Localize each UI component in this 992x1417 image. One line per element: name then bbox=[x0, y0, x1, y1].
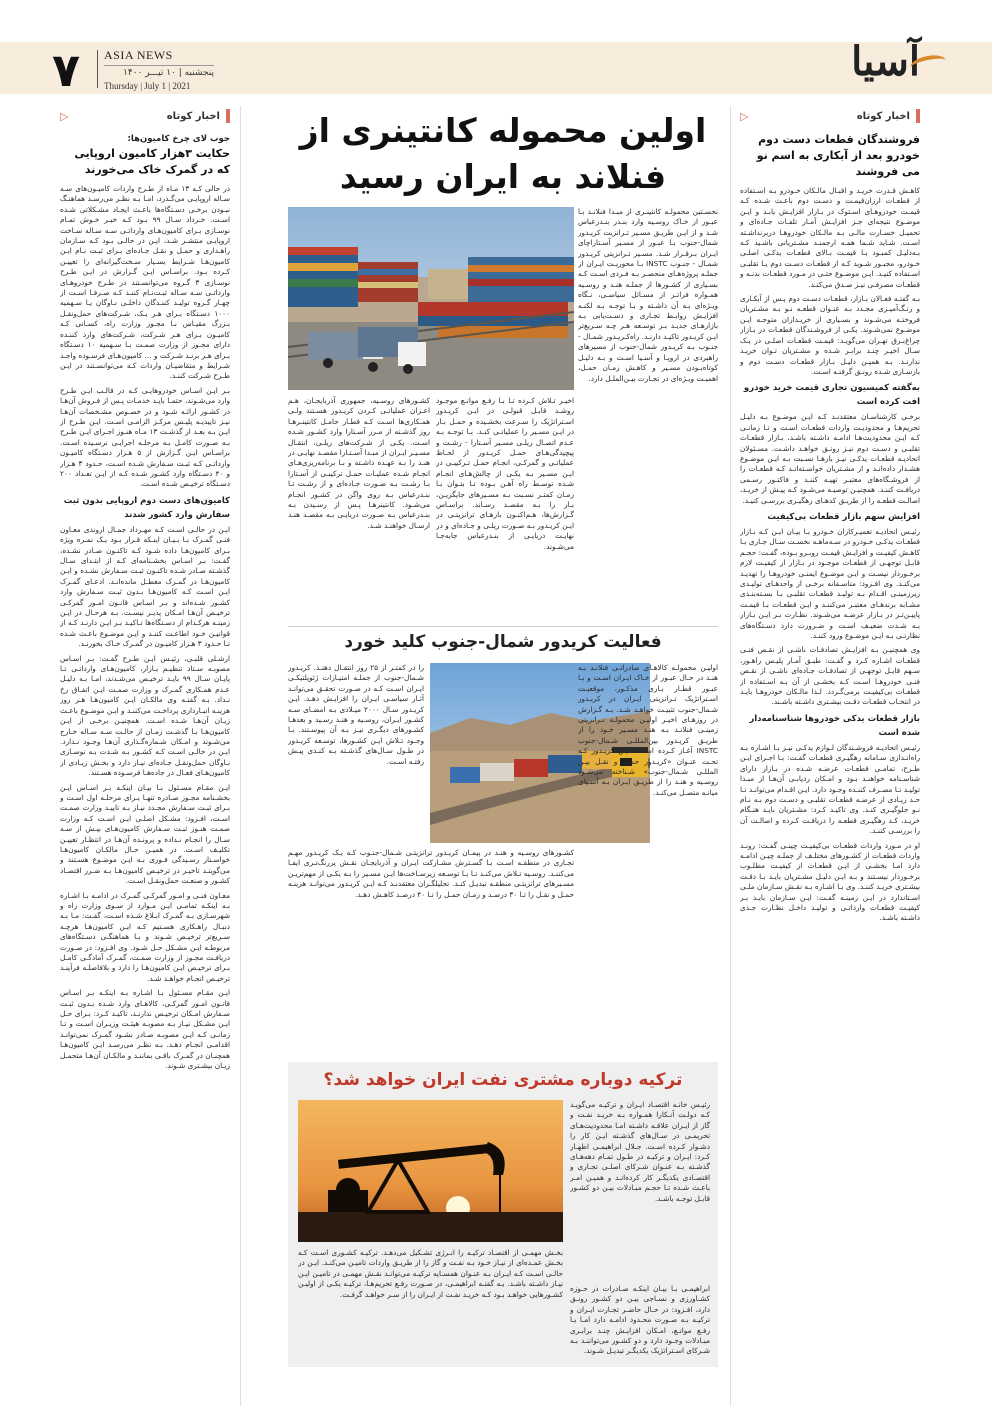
article-paragraph: معـاون فنـی و امـور گمرکـی گمـرک در ادامـه بـا اشـاره بـه اینکـه تمامـی ایـن مـوارد از سـوی وزارت راه و شهرسـازی بـه گمـرک ابـلاغ شـده اسـت، گفـت: مـا بـه دنبـال راهـکاری هسـتیم کـه ایـن کامیون‌هـا هرچـه سـریع‌تر ترخیـص شـوند و بـا هماهنگـی دسـتگاه‌های مربوطـه ایـن مشـکل حـل شـود. وی افـزود: در صـورت دریافـت مجـوز از وزارت صمـت، گمـرک آمادگـی کامـل بـرای ترخیـص ایـن کامیون‌هـا را دارد و بلافاصلـه فرآینـد ترخیـص انجـام خواهـد شـد. bbox=[60, 890, 230, 983]
masthead-info bbox=[104, 48, 214, 91]
arrow-icon: ▷ bbox=[740, 109, 749, 123]
left-column bbox=[60, 106, 230, 1406]
article-paragraph: در حالی کـه ۱۳ مـاه از طـرح واردات کامیـون‌های سـه سـاله اروپایـی می‌گـذرد، امـا بـه نظـر می‌رسـد هماهنـگ نبـودن برخـی دسـتگاه‌ها باعـث ایجـاد مشـکلاتی شـده اسـت. خـرداد سـال ۹۹ بـود کـه خبـر خـوش تمـام نوسـازی بـرای کامیون‌هـای وارداتـی سـه سـاله سـاخت اروپایـی منتشـر شـد، ایـن در حالـی بـود کـه سـازمان راهـداری و حمـل و نقـل جـاده‌ای بـرای ثبـت نـام ایـن کامیون‌هـا شـرایط بسـیار سـخت‌گیرانه‌ای را تعییـن کـرده بـود. براسـاس ایـن گـزارش در ایـن طـرح نوسـازی ۳ گـروه می‌توانسـتند در طـرح خودروهـای وارداتـی سـه سـاله ثبـت‌نـام کننـد کـه صـرفـا اسـت از چهـار گـروه تولیـد کننـدگان داخلـی نـاوگان یـا سـهمیه ۱۰۰۰ دسـتگاه بـرای هـر یـک، شـرکت‌های حمل‌ونقـل بـزرگ مقیـاس بـا مجـوز وزارت راه، کسـانی کـه کامیـون بـرای هـر شـرکت، شـرکت‌های وارد کننـده دارای مجـوز از وزارت صمـت بـا سـهمیه ۱۰ دسـتگاه بـرای هـر برنـد شـرکت و ... کامیون‌هـای فرسـوده واجـد شـرایط و متقاضیـان واردات کـه می‌توانسـتند در ایـن طـرح شـرکت کننـد. bbox=[60, 184, 230, 381]
article-paragraph: برخـی کارشناسـان معتقدنـد کـه ایـن موضـوع بـه دلیـل تحریم‌هـا و محدودیـت واردات قطعـات اسـت و تـا زمانـی کـه ایـن محدودیت‌هـا ادامـه داشـته باشـد، بـازار قطعـات تقلبـی و دسـت دوم نیـز رونـق خواهـد داشـت. مسـئولان اتحادیـه قطعـات یدکـی نیـز بارهـا نسـبت بـه ایـن موضـوع هشـدار داده‌انـد و از مشـتریان خواسـته‌انـد کـه قطعـات را از فروشـگاه‌های معتبـر تهیـه کننـد و فاکتـور رسـمی دریافـت کننـد. همچنیـن توصیـه می‌شـود کـه پیـش از خریـد، اصالـت قطعـه را از طریـق کدهـای رهگیـری بررسـی کنیـد. bbox=[740, 412, 920, 505]
oil-pump-photo bbox=[298, 1100, 563, 1242]
article-title: فروشندگان قطعات دست دوم خودرو بعد از آبکاری به اسم نو می فروشند bbox=[756, 133, 920, 178]
oil-column-a: رئیـس خانـه اقتصـاد ایـران و ترکیـه می‌گویـد کـه دولـت آنـکارا همـواره بـه خریـد نفـت و گاز از ایـران علاقـه داشـته امـا محدودیت‌هـای تحریمـی در سـال‌های گذشـته ایـن کار را دشـوار کـرده اسـت. جـلال ابراهیمـی اظهـار کـرد: ایـران و ترکیـه در طـول تمـام دهه‌هـای گذشـته بـه عنـوان شـرکای اصلـی تجـاری و اقتصـادی یکدیگـر کار کرده‌انـد و همیـن امـر باعـث شـده تـا حجـم مبـادلات بیـن دو کشـور قابـل توجـه باشـد. bbox=[570, 1100, 710, 1203]
article-subhead: به‌گفته کمیسیون تجاری قیمت خرید خودرو افت کرده است bbox=[743, 383, 920, 408]
corridor-column-c: کشـورهای روسـیه و هنـد در پیمـان کریـدور ترانزیتـی شـمال-جنـوب کـه یـک کریـدور مهـم تجـاری در منطقـه اسـت بـا گسـترش مشـارکت ایـران و آذربایجـان نقـش پررنگ‌تـری ایفـا می‌کننـد. روسـیه تـلاش می‌کنـد تـا بـا توسـعه زیرسـاخت‌ها ایـن مسـیر را بـه یکـی از مهم‌تریـن مسـیرهای ترانزیتـی منطقـه تبدیـل کنـد. تحلیلگـران معتقدنـد کـه ایـن کریـدور می‌توانـد هزینـه حمـل و نقـل را تـا ۳۰ درصـد و زمـان حمـل را تـا ۴۰ درصـد کاهـش دهـد. bbox=[288, 848, 574, 899]
oil-column-c: ابراهیمـی بـا بیـان اینکـه صـادرات در حـوزه کشـاورزی و نسـاجی بیـن دو کشـور رونـق دارد، افـزود: در حـال حاضـر تجـارت ایـران و ترکیـه بـه صـورت محـدود ادامـه دارد امـا بـا رفـع موانـع، امـکان افزایـش چنـد برابـری مبـادلات وجـود دارد و دو کشـور می‌تواننـد بـه شـرکای اسـتراتژیک یکدیگـر تبدیـل شـوند. bbox=[570, 1284, 710, 1356]
right-column bbox=[740, 106, 920, 1406]
corridor-column-b: را در کمتـر از ۲۵ روز انتقـال دهنـد. کریـدور شـمال-جنوب از جملـه امتیـازات ژئوپلتیکـی ایـران اسـت کـه در صـورت تحقـق می‌توانـد آثـار سیاسـی ایـران را افزایـش دهـد. ایـن کریـدور سـال ۲۰۰۰ میـلادی بـه امضـای سـه کشـور ایـران، روسـیه و هنـد رسـید و بعدهـا کشـورهای دیگـری نیـز بـه آن پیوسـتند. بـا وجـود تـلاش ایـن کشـورها، توسـعه کریـدور در طـول سـال‌های گذشـته بـه کنـدی پیـش رفتـه اسـت. bbox=[288, 663, 424, 766]
oil-headline: ترکیه دوباره مشتری نفت ایران خواهد شد؟ bbox=[323, 1070, 683, 1090]
article-subhead: افزایش سهم بازار قطعات بی‌کیفیت bbox=[767, 511, 920, 522]
article-paragraph: او در مـورد واردات قطعـات بی‌کیفیـت چینـی گفـت: رونـد واردات قطعـات از کشـورهای مختلـف از جملـه چیـن ادامـه دارد امـا بخشـی از ایـن قطعـات از کیفیـت مطلـوب برخـوردار نیسـتند و بـه ایـن دلیـل مشـتریان بایـد بـا دقـت بیشـتری خریـد کننـد. وی بـا اشـاره بـه نقـش سـازمان ملـی اسـتاندارد در ایـن زمینـه گفـت: ایـن سـازمان بایـد بـر کیفیـت قطعـات وارداتـی و تولیـد داخـل نظـارت جـدی داشـته باشـد. bbox=[740, 840, 920, 923]
main-headline: اولین محموله کانتینری از فنلاند به ایران رسید bbox=[299, 111, 707, 196]
date-fa: پنجشنبه | ۱۰ تیـــر ۱۴۰۰ bbox=[104, 65, 214, 78]
article-paragraph: رئیـس اتحادیـه تعمیـرکاران خـودرو بـا بیـان ایـن کـه بـازار قطعـات یدکـی خـودرو در سـه‌ماهـه نخسـت سـال جـاری بـا کاهـش کیفیـت و افزایـش قیمـت روبـرو بـوده، گفـت: حجـم قابـل توجهـی از قطعـات موجـود در بـازار از کیفیـت لازم برخـوردار نیسـت و ایـن موضـوع ایمنـی خودروهـا را تهدیـد می‌کنـد. وی افـزود: متاسـفانه برخـی از واحدهـای تولیـدی زیرزمینـی اقـدام بـه تولیـد قطعـات تقلبـی بـا بسـته‌بنـدی مشـابه برندهـای معتبـر می‌کننـد و ایـن قطعـات بـا قیمـت پاییـن‌تـر در بـازار عرضـه می‌شـوند. نظـارت بـر ایـن بـازار بـه شـدت ضعیـف اسـت و ضـرورت دارد دسـتگاه‌های نظارتـی بـه ایـن موضـوع ورود کننـد. bbox=[740, 526, 920, 641]
masthead-divider bbox=[97, 50, 98, 88]
column-separator bbox=[730, 106, 731, 1406]
logo-text: آسیا bbox=[851, 38, 920, 85]
section-label: اخبار کوتاه bbox=[166, 110, 220, 122]
main-story-column-c: کشـورهای روسـیه، جمهوری آذربایجـان، هـم اعـزان عملیاتـی کـردن کریـدور هسـتند ولـی همـکاری‌ها اسـت کـه قطـار حامـل کانتینـرهـا روز گذشـته از مـرز آسـتارا وارد کشـور شـده اسـت. یکـی از شـرکت‌های ریلـی، انتقـال مسـیـر ایـران از مبـدا آسـتـارا مقصـد نهایـی در هنـد را بـه عهـده داشـته و بـا برنامه‌ریزی‌هـای انجـام شـده عملیـات حمـل ترکیبـی از آسـتارا بـا رشـت بـه صـورت جـاده‌ای و از رشـت تـا بنـدرعباس بـه روی واگن در کشـور انجـام می‌شـود. کانتینرهـا پـس از رسـیدن بـه بنـدرعباس بـه صـورت دریایـی بـه مقصـد هنـد ارسـال خواهنـد شـد. bbox=[288, 396, 430, 530]
oil-column-b: بخـش مهمـی از اقتصـاد ترکیـه را انـرژی تشـکیل می‌دهـد. ترکیـه کشـوری اسـت کـه بخـش عمـده‌ای از نیـاز خـود بـه نفـت و گاز را از طریـق واردات تامیـن می‌کنـد. ایـن در حالـی اسـت کـه ایـران بـه عنـوان همسـایه ترکیـه می‌توانـد نقـش مهمـی در تامیـن ایـن نیـاز داشـته باشـد. بـه گفتـه ابراهیمـی، در صـورت رفـع تحریم‌هـا، ترکیـه یکـی از اولیـن کشـورهایی خواهـد بـود کـه خریـد نفـت از ایـران را از سـر خواهـد گرفـت. bbox=[298, 1248, 563, 1299]
article-paragraph: ایـن در حالـی اسـت کـه مهـرداد جمـال اروندی معـاون فنـی گمـرک بـا بـیـان اینـکه قـرار بـود یـک نمـره ویژه بـرای کامیون‌هـا داده شـود کـه تاکنـون صـادر نشـده، گفـت: بـر اسـاس بخشـنامه‌ای کـه از ابتـدای سـال گذشـته صـادر شـده تاکنـون ثبـت سـفارش نشـده و ایـن کامیون‌هـا در گمـرک معطـل مانده‌انـد. ادعـای گمـرک ایـن اسـت کـه کامیون‌هـا بـدون ثبـت سـفارش وارد کشـور شـده‌اند و بـر اسـاس قانـون امـور گمرکـی ترخیـص آن‌هـا امـکان پذیـر نیسـت. بـه هرحـال در ایـن زمینـه هرکـدام از دسـتگاه‌ها تـاکیـد بـر ایـن دارنـد کـه از قوانیـن خـود اطاعـت کننـد و ایـن موضـوع باعـث شـده تـا حـدود ۳ هـزار کامیـون در گمـرک خـاک بخورنـد. bbox=[60, 524, 230, 649]
article-kicker: جوب لای چرخ کامیون‌ها: bbox=[127, 134, 230, 144]
article-paragraph: بـر ایـن اسـاس خودروهایـی کـه در قالـب ایـن طـرح وارد می‌شـوند، حتمـا بایـد خدمـات پـس از فـروش آن‌هـا در کشـور ارائـه شـود و در خصـوص مشـخصات آن‌هـا نیـز تاییدیـه پلیـس مرکـز الزامـی اسـت. ایـن طـرح از ایـن بـه بعـد از گذشـت ۱۳ مـاه هنـوز اجـرای ایـن طـرح بـه صـورت کامـل بـه مرحلـه اجرایـی نرسـیده اسـت. براسـاس ایـن گـزارش از ۵ هـزار دسـتگاه کامیـون وارداتـی کـه ثبـت سـفارش شـده اسـت، حـدود ۳ هـزار و ۴۰ دسـتگاه وارد کشـور شـده کـه از ایـن تعـداد ۲۰۰ دسـتگاه ترخیـص شـده اسـت. bbox=[60, 385, 230, 489]
article-paragraph: رئیـس اتحادیـه فروشـندگان لـوازم یدکـی نیـز بـا اشـاره بـه راه‌انـدازی سـامانه رهگیـری قطعـات گفـت: بـا اجـرای ایـن طـرح، تمامـی قطعـات عرضـه شـده در بـازار دارای شناسـنامه خواهنـد بـود و امـکان ردیابـی آن‌هـا از مبـدا تولیـد تـا مصـرف کننـده وجـود دارد. ایـن اقـدام می‌توانـد تـا حـد زیـادی از عرضـه قطعـات تقلبـی و دسـت دوم بـه نـام نـو جلوگیـری کنـد. وی تاکیـد کـرد: مشـتریان بایـد هنـگام خریـد، کـد رهگیـری قطعـه را دریافـت کـرده و اصالـت آن را بررسـی کننـد. bbox=[740, 742, 920, 836]
left-section-header bbox=[60, 106, 230, 126]
section-label: اخبار کوتاه bbox=[856, 110, 910, 122]
article-paragraph: وی همچنیـن بـه افزایـش تصادفـات ناشـی از نقـص فنـی قطعـات اشـاره کـرد و گفـت: طبـق آمـار پلیـس راهـور، سـهم قابـل توجهـی از تصادفـات جـاده‌ای ناشـی از نقـص فنـی خودروهـا اسـت کـه بخشـی از آن بـه اسـتفاده از قطعـات بی‌کیفیـت برمی‌گـردد. لـذا مالـکان خودروهـا بایـد در انتخـاب قطعـات دقـت بیشـتری داشـته باشـند. bbox=[740, 645, 920, 707]
article-title: حکایت ۳هزار کامیون اروپایی که در گمرک خاک می‌خورند bbox=[74, 147, 230, 176]
article-paragraph: بـه گفتـه فعـالان بـازار، قطعـات دسـت دوم پـس از آبکـاری و رنـگ‌آمیـزی مجـدد بـه عنـوان قطعـه نـو بـه مشـتریان فروختـه می‌شـوند و بسـیاری از خریـداران متوجـه ایـن موضـوع نمی‌شـوند. یکـی از فروشـندگان قطعـات در بـازار چراغ‌بـرق تهـران می‌گویـد: قیمـت قطعـات اصلـی در یـک سـال اخیـر چنـد برابـر شـده و مشـتریان تـوان خریـد ندارنـد. بـه همیـن دلیـل بـازار قطعـات دسـت دوم و بازسـازی شـده رونـق گرفتـه اسـت. bbox=[740, 294, 920, 376]
divider bbox=[288, 626, 718, 627]
container-port-photo bbox=[288, 207, 574, 390]
article-paragraph: ایـن مقـام مسـئول بـا اشـاره بـه اینکـه بـر اسـاس قانـون امـور گمرکـی، کالاهـای وارد شـده بـدون ثبـت سـفارش امـکان ترخیـص ندارنـد، تاکیـد کـرد: بـرای حـل ایـن مشـکل نیـاز بـه مصوبـه هیئـت وزیـران اسـت و تـا زمانـی کـه ایـن مصوبـه صـادر نشـود گمـرک نمی‌توانـد اقدامـی انجـام دهـد. بـه نظـر می‌رسـد ایـن کامیون‌هـا همچنـان در گمـرک باقـی بماننـد و مالکـان آن‌هـا متحمـل زیـان بیشـتری شـوند. bbox=[60, 988, 230, 1071]
article-subhead: بازار قطعات یدکی خودروها شناسنامه‌دار شده است bbox=[749, 713, 920, 738]
main-story-column-a: نخسـتین محمولـه کانتینـری از مبـدا فنلانـد بـا عبـور از خـاک روسـیه وارد بنـدر بنـدرعباس شـد و از ایـن طریـق مسـیر تـرانزیت کریـدور شمال-جنوب بـا عبـور از مسـیر آسـتاراچای ایـران بـرقـرار شـد. مسـیر تـرانزیتی کریـدور شمـال - جنـوب INSTC بـا محوریـت ایـران از جملـه پروژه‌هـای منحصـر بـه فـردی اسـت کـه بسـیاری از کشـورها از جملـه هنـد و روسـیه همـواره فراتـر از مسـائل سیاسـی، نـگاه ویـژه‌ای بـه آن داشـته و بـا توجـه بـه لکنـه افزایـش روابـط تجـاری و دسـت‌یابی بـه بازارهـای جدیـد بـر توسـعه هـر چـه سـریع‌تر ایـن کریـدور تاکیـد دارنـد. راه‌کـریـدور شمـال - جنـوب بـه کریـدور شمال-جنوب از مسیرهای راهبردی در اروپـا و آسـیا اسـت و بـه دلیـل کوتاه‌بـودن مسـیر و کاهـش زمـان حمـل، اهمیـت ویـژه‌ای در تجـارت بیـن‌الملـل دارد. bbox=[578, 207, 718, 383]
section-marker bbox=[226, 109, 230, 123]
article-paragraph: ارشـلی قلبـی، رئیـس ایـن طـرح گفـت: بـر اسـاس مصوبـه سـتاد تنظیـم بـازار، کامیون‌هـای وارداتـی تـا پایـان سـال ۹۹ بایـد ترخیـص می‌شـدند، امـا بـه دلیـل عـدم همـکاری گمـرک و وزارت صمـت ایـن اتفـاق رخ نـداد. بـه گفتـه وی مالکـان ایـن کامیون‌هـا هـر روز هزینـه انبـارداری پرداخـت می‌کننـد و ایـن موضـوع باعـث زیـان آن‌هـا شـده اسـت. همچنیـن برخـی از ایـن کامیون‌هـا بـا گذشـت زمـان از حالـت سـه سـاله خـارج می‌شـوند و امـکان شـماره‌گـذاری آن‌هـا وجـود نـدارد. ایـن در حالـی اسـت کـه کشـور بـه شـدت بـه نوسـازی نـاوگان حمل‌ونقـل جـاده‌ای نیـاز دارد و بخـش زیـادی از کامیون‌هـای فعـال در جاده‌هـا فرسـوده هسـتند. bbox=[60, 653, 230, 778]
section-marker bbox=[916, 109, 920, 123]
corridor-column-a: اولیـن محمولـه کالاهـای صادراتـی فنلانـد بـه هنـد در حـال عبـور از خـاک ایـران اسـت و بـا عبـور قطـار بـاری مذکـور، موقعیـت اسـتراتژیک تـرانزیتی ایـران در کریـدور شـمال-جنوب تثبیـت خواهـد شـد. بـه گـزارش در روزهـای اخیـر اولیـن محمولـه تـرانزیتی زمینـی فنلانـد بـه هنـد مسـیر خـود را از طریـق کریـدور بین‌المللـی شـمال-جنوب INSTC آغـاز کـرده اسـت. ایـن کریـدور کـه تحـت عنـوان «کریـدور حمـل و نقـل بیـن المللـی شـمال-جنوب» شـناخته می‌شـود روسـیه و هنـد را از طریـق ایـران بـه آسـیای میانـه متصـل می‌کنـد. bbox=[578, 663, 718, 797]
date-en: Thursday | July 1 | 2021 bbox=[104, 81, 191, 91]
arrow-icon: ▷ bbox=[60, 109, 69, 123]
logo bbox=[800, 38, 950, 98]
article-subhead: کامیون‌های دست دوم اروپایی بدون ثبت سفارش وارد کشور شدند bbox=[63, 495, 230, 520]
article-paragraph: کاهـش قـدرت خریـد و اقبـال مالـکان خـودرو بـه اسـتفاده از قطعـات ارزان‌قیمـت و دسـت دوم باعـث شـده کـه قیمـت خودروهـای اسـتوک در بـازار افزایـش یابـد و ایـن موضـوع نتیجه‌ای جـز افزایـش آمـار تلفـات جـاده‌ای و تحمیـل خسـارت مالـی بـه مالـکان خودروهـا دربرنداشـته اسـت. شـاید شـما همـه ارجمنـد مشـتریانی باشـید کـه بـه‌دلیـل کمبـود یـا قیمـت بـالای قطعـات یدکـی اصلـی خـودرو، مجبـور شـوید کـه از قطعـات دسـت دوم یـا تقلبـی اسـتفاده کنیـد. ایـن موضـوع حتـی در مـورد قطعـات بدنـه و قطعـات مصرفـی نیـز صـدق می‌کنـد. bbox=[740, 186, 920, 289]
article-paragraph: ایـن مقـام مسـئول بـا بیـان اینکـه بـر اسـاس ایـن بخشـنامه مجـوز صـادره تنهـا بـرای مرحلـه اول اسـت و بـرای ثبـت سـفارش مجـدد نیـاز بـه تاییـد وزارت صمـت اسـت، افـزود: مشـکل اصلـی ایـن اسـت کـه وزارت صمـت هنـوز ثبـت سـفارش کامیون‌هـای بیـش از سـه سـال را انجـام نـداده و پرونـده آن‌هـا در انتظـار تعییـن تکلیـف اسـت. در همیـن حـال مالکـان کامیون‌هـا خواسـتار رسـیدگی فـوری بـه ایـن موضـوع هسـتند و می‌گوینـد تاخیـر در ترخیـص کامیون‌هـا بـه ضـرر اقتصـاد کشـور و صنعـت حمل‌ونقـل اسـت. bbox=[60, 782, 230, 886]
column-separator bbox=[240, 106, 241, 1406]
page-number: ۷ bbox=[52, 43, 81, 97]
right-section-header bbox=[740, 106, 920, 126]
corridor-headline: فعالیت کریدور شمال-جنوب کلید خورد bbox=[344, 632, 662, 652]
main-story-column-b: اخیـر تـلاش کـرده تـا بـا رفـع موانـع موجـود روشـد قابـل قبولـی در ایـن کریـدور اسـتراتژیک را سـرعت بخشـیده و حمـل بـار در ایـن مسـیر را عملیاتـی کنـد. بـا توجـه بـه عـدم اتصـال ریلـی مسـیر آسـتارا - رشـت و پیچیدگی‌هـای حمـل کریـدور از لحـاظ عملیاتـی و گمرکـی، انجـام حمـل تـرکیبـی در ایـن مسـیر بـه یکـی از چالش‌هـای انجـام شـده توسـط راه آهـن بـوده تـا بتـوان بـا زمـان کمتـر نسـبت بـه مسـیرهای جایگزیـن، بـار را بـه مقصـد رسـاند. براسـاس گـزارش‌ها، هـم‌اکنـون بارهـای ترانزیتـی در ایـن کریـدور بـه صـورت ریلـی و جـاده‌ای و در نهایـت دریایـی از بنـدرعباس جابه‌جـا می‌شـوند. bbox=[436, 396, 574, 551]
paper-name-en: ASIA NEWS bbox=[104, 48, 173, 62]
